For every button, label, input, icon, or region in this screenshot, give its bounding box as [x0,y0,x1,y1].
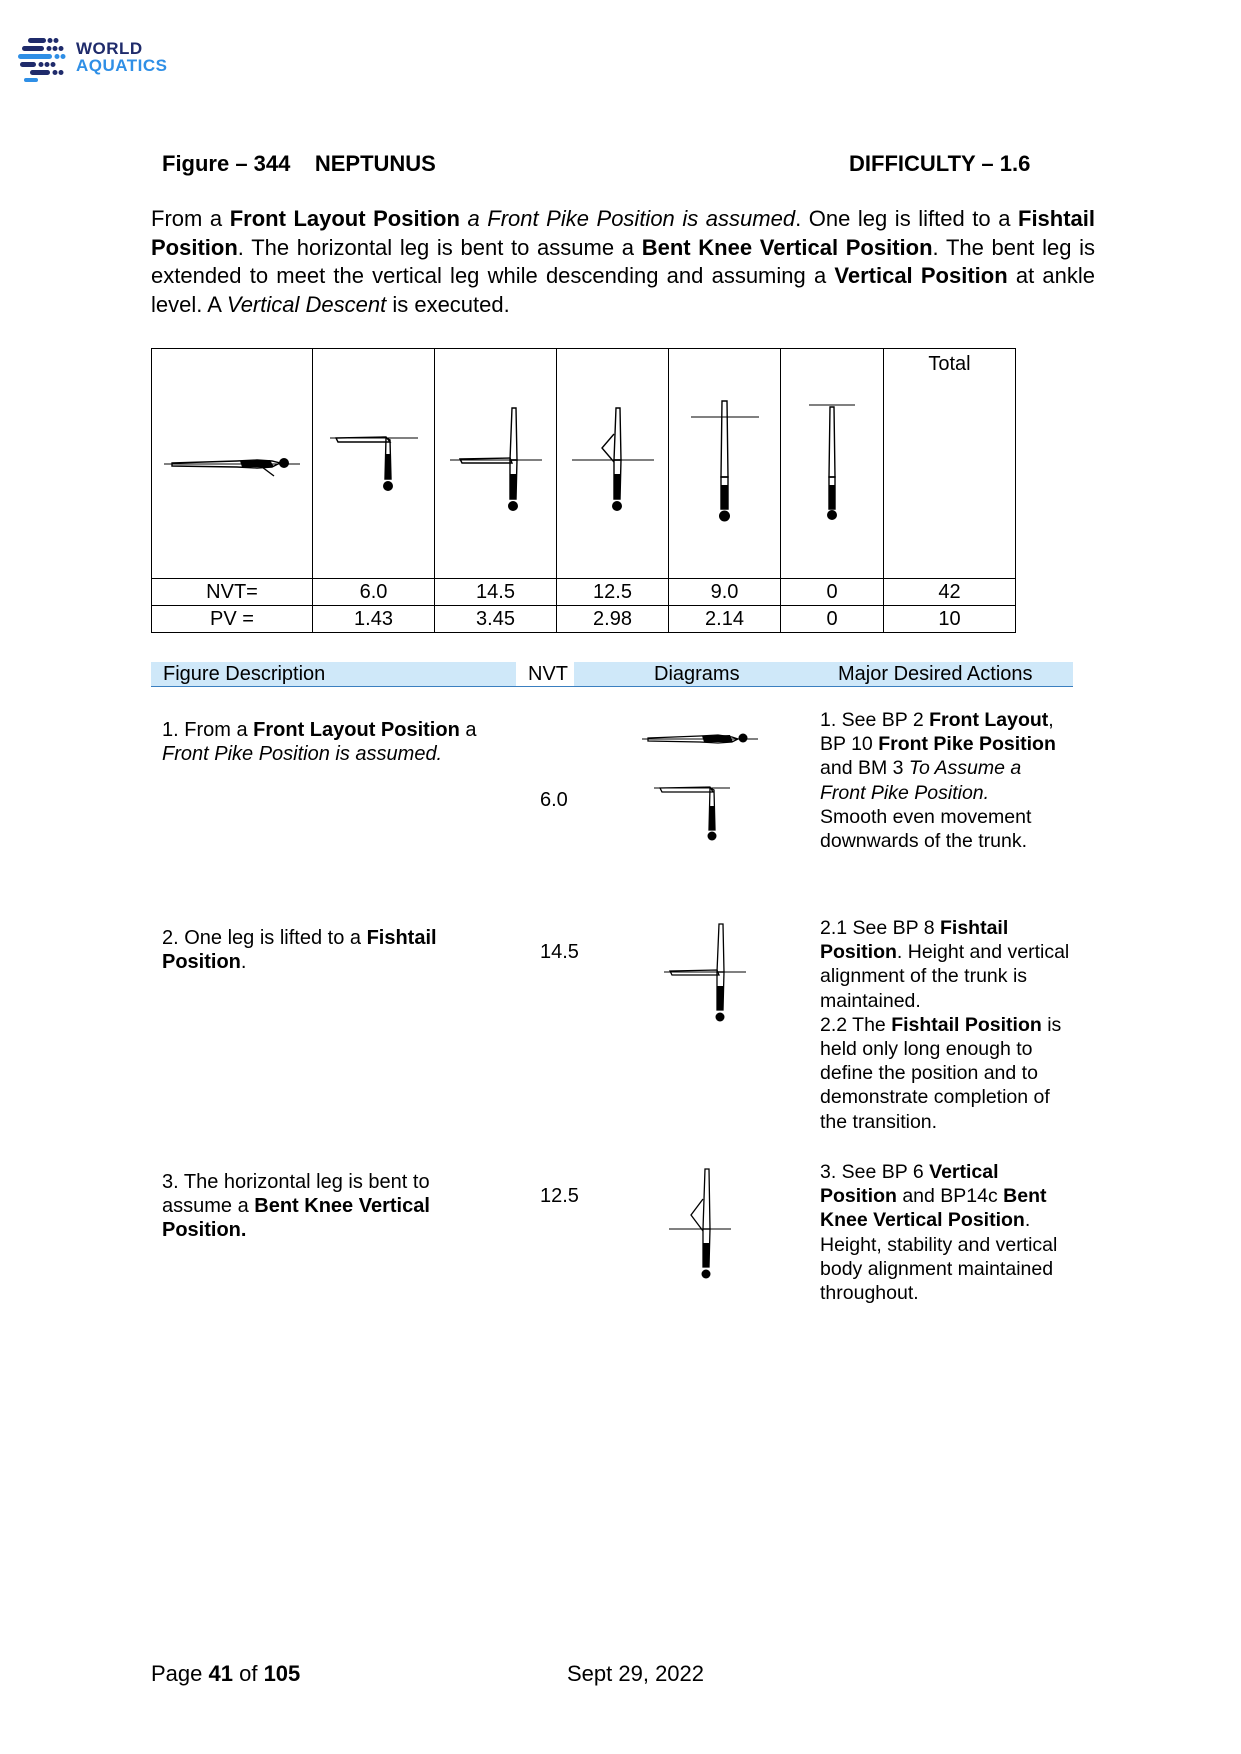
step-1-description: 1. From a Front Layout Position a Front Pike Position is assumed. [162,719,477,765]
diagram-cell-fishtail [435,349,557,579]
diagram-cell-front-layout [152,349,313,579]
vertical-descent-diagram [797,399,867,529]
document-date: Sept 29, 2022 [567,1661,705,1686]
diagram-cell-vertical-descent [781,349,884,579]
step-3-nvt: 12.5 [540,1185,579,1207]
logo-mark-icon [16,34,72,82]
step-1-nvt: 6.0 [540,789,568,811]
nvt-value: 0 [781,579,884,606]
description-header [151,662,1073,687]
front-pike-diagram [324,424,424,504]
header-figure-description: Figure Description [163,663,326,685]
logo-text-aquatics: AQUATICS [76,56,168,75]
pv-row [152,606,1016,633]
logo-text-world: WORLD [76,39,143,58]
world-aquatics-logo [16,34,186,82]
pv-value: 2.98 [557,606,669,633]
step-3-actions: 3. See BP 6 Vertical Position and BP14c Bent Knee Vertical Position. Height, stability and vertical body alignment maintained throughout. [820,1161,1058,1305]
pv-value: 3.45 [435,606,557,633]
pv-label: PV = [152,606,313,633]
fishtail-diagram [446,404,546,524]
total-pages: 105 [263,1661,301,1686]
total-label: Total [928,353,971,375]
vertical-descending-diagram [685,399,765,529]
pv-value: 1.43 [313,606,435,633]
step-3-diagram [665,1165,735,1295]
step-3-description: 3. The horizontal leg is bent to assume a Bent Knee Vertical Position. [162,1171,430,1241]
step-1-diagram [640,722,760,862]
nvt-value: 14.5 [435,579,557,606]
step-2-diagram [660,920,750,1035]
total-header-cell [884,349,1016,579]
diagram-cell-bent-knee [557,349,669,579]
page-prefix: Page [151,1661,209,1686]
pv-total: 10 [884,606,1016,633]
diagram-row [152,349,1016,579]
nvt-value: 9.0 [669,579,781,606]
step-2-actions: 2.1 See BP 8 Fishtail Position. Height and vertical alignment of the trunk is maintained. 2.2 The Fishtail Position is held only long enough to define the position and to demonstrate completion of the transition. [820,917,1070,1133]
header-nvt: NVT [528,663,568,685]
figure-title: Figure – 344 NEPTUNUS [162,151,436,176]
diagram-cell-vertical [669,349,781,579]
page-number [151,1661,300,1687]
pv-value: 2.14 [669,606,781,633]
diagram-cell-front-pike [313,349,435,579]
header-major-desired-actions: Major Desired Actions [838,663,1033,685]
header-diagrams: Diagrams [654,663,740,685]
figure-intro-paragraph: From a Front Layout Position a Front Pike Position is assumed. One leg is lifted to a Fishtail Position. The horizontal leg is bent to assume a Bent Knee Vertical Position. The bent leg is extended to meet the vertical leg while descending and assuming a Vertical Position at ankle level. A Vertical Descent is executed. [151,206,1096,317]
current-page: 41 [208,1661,233,1686]
nvt-label: NVT= [152,579,313,606]
scoring-table [151,348,1016,633]
nvt-row [152,579,1016,606]
bent-knee-vertical-diagram [568,404,658,524]
nvt-value: 12.5 [557,579,669,606]
step-2-description: 2. One leg is lifted to a Fishtail Position. [162,927,437,973]
page-of: of [232,1661,264,1686]
nvt-total: 42 [884,579,1016,606]
pv-value: 0 [781,606,884,633]
front-layout-diagram [162,444,302,484]
step-1-actions: 1. See BP 2 Front Layout, BP 10 Front Pike Position and BM 3 To Assume a Front Pike Position. Smooth even movement downwards of the trunk. [820,709,1056,853]
nvt-value: 6.0 [313,579,435,606]
figure-difficulty: DIFFICULTY – 1.6 [849,151,1031,176]
step-2-nvt: 14.5 [540,941,579,963]
